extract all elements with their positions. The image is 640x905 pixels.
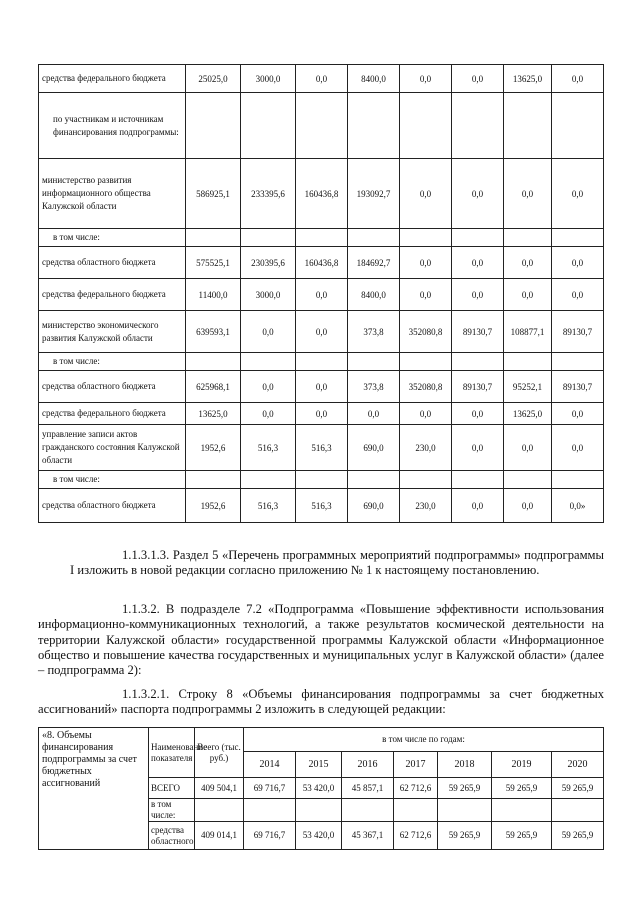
value-cell: 0,0	[452, 65, 504, 93]
value-cell: 160436,8	[296, 159, 348, 229]
table-row	[39, 489, 604, 523]
value-cell: 516,3	[241, 489, 296, 523]
value-cell	[504, 229, 552, 247]
value-cell: 0,0	[452, 425, 504, 471]
value-cell: 0,0	[452, 403, 504, 425]
value-cell: 53 420,0	[296, 822, 342, 850]
row-label: ВСЕГО	[149, 778, 195, 799]
value-cell: 89130,7	[552, 371, 604, 403]
value-cell: 0,0	[241, 311, 296, 353]
paragraph-2: 1.1.3.2. В подразделе 7.2 «Подпрограмма «Повышение эффективности использования информационно-коммуникационных технологий, а также результатов космической деятельности на территории Калужской области» государственной программы Калужской области «Информационное общество и повышение качества государственных и муниципальных услуг в Калужской области» (далее – подпрограмма 2):	[38, 602, 604, 678]
value-cell: 0,0	[452, 279, 504, 311]
value-cell: 0,0	[296, 403, 348, 425]
value-cell	[552, 471, 604, 489]
table-row	[39, 247, 604, 279]
value-cell: 0,0	[452, 159, 504, 229]
row-label: средства федерального бюджета	[39, 65, 186, 93]
value-cell	[552, 353, 604, 371]
value-cell	[452, 353, 504, 371]
value-cell	[241, 93, 296, 159]
value-cell	[244, 799, 296, 822]
value-cell: 95252,1	[504, 371, 552, 403]
value-cell: 233395,6	[241, 159, 296, 229]
financing-table	[38, 64, 604, 523]
value-cell	[186, 353, 241, 371]
value-cell: 62 712,6	[394, 822, 438, 850]
table-row	[39, 371, 604, 403]
value-cell: 0,0	[504, 159, 552, 229]
value-cell	[400, 471, 452, 489]
value-cell: 13625,0	[186, 403, 241, 425]
value-cell: 45 367,1	[342, 822, 394, 850]
value-cell: 0,0	[452, 489, 504, 523]
value-cell: 0,0	[552, 403, 604, 425]
passport-table	[38, 727, 604, 850]
header-total: Всего (тыс. руб.)	[195, 728, 244, 778]
value-cell: 0,0	[552, 279, 604, 311]
value-cell: 0,0	[504, 247, 552, 279]
value-cell: 69 716,7	[244, 778, 296, 799]
value-cell: 575525,1	[186, 247, 241, 279]
table-row	[39, 425, 604, 471]
value-cell	[552, 799, 604, 822]
value-cell: 230,0	[400, 489, 452, 523]
value-cell: 0,0	[296, 65, 348, 93]
value-cell: 0,0	[400, 403, 452, 425]
value-cell: 1952,6	[186, 489, 241, 523]
value-cell: 625968,1	[186, 371, 241, 403]
table-row	[39, 229, 604, 247]
financing-label-cell: «8. Объемы финансирования подпрограммы за счет бюджетных ассигнований	[39, 728, 149, 850]
value-cell	[400, 229, 452, 247]
value-cell: 0,0	[296, 371, 348, 403]
value-cell: 0,0	[400, 247, 452, 279]
value-cell	[348, 229, 400, 247]
value-cell	[552, 229, 604, 247]
value-cell	[452, 93, 504, 159]
header-name: Наименование показателя	[149, 728, 195, 778]
value-cell	[241, 229, 296, 247]
value-cell	[504, 353, 552, 371]
value-cell: 89130,7	[452, 371, 504, 403]
value-cell: 373,8	[348, 311, 400, 353]
total-cell: 409 014,1	[195, 822, 244, 850]
value-cell	[452, 471, 504, 489]
row-label: в том числе:	[149, 799, 195, 822]
value-cell	[296, 799, 342, 822]
value-cell: 3000,0	[241, 65, 296, 93]
value-cell: 0,0»	[552, 489, 604, 523]
row-label: в том числе:	[39, 471, 186, 489]
value-cell	[438, 799, 492, 822]
paragraph-1: 1.1.3.1.3. Раздел 5 «Перечень программных мероприятий подпрограммы» подпрограммы I изложить в новой редакции согласно приложению № 1 к настоящему постановлению.	[70, 548, 604, 578]
table-row	[39, 403, 604, 425]
value-cell: 0,0	[241, 371, 296, 403]
value-cell: 45 857,1	[342, 778, 394, 799]
value-cell: 193092,7	[348, 159, 400, 229]
table-row	[39, 65, 604, 93]
table-row	[39, 353, 604, 371]
value-cell: 13625,0	[504, 403, 552, 425]
value-cell: 0,0	[552, 425, 604, 471]
year-header: 2015	[296, 752, 342, 778]
value-cell: 352080,8	[400, 311, 452, 353]
table-row	[39, 311, 604, 353]
value-cell: 516,3	[241, 425, 296, 471]
value-cell: 586925,1	[186, 159, 241, 229]
value-cell: 184692,7	[348, 247, 400, 279]
value-cell	[296, 353, 348, 371]
value-cell: 0,0	[296, 311, 348, 353]
value-cell	[552, 93, 604, 159]
value-cell	[296, 93, 348, 159]
row-label: министерство экономического развития Калужской области	[39, 311, 186, 353]
value-cell	[394, 799, 438, 822]
year-header: 2017	[394, 752, 438, 778]
value-cell	[186, 471, 241, 489]
value-cell: 3000,0	[241, 279, 296, 311]
value-cell	[348, 353, 400, 371]
value-cell: 0,0	[504, 425, 552, 471]
year-header: 2016	[342, 752, 394, 778]
value-cell: 0,0	[452, 247, 504, 279]
value-cell: 8400,0	[348, 65, 400, 93]
value-cell: 230,0	[400, 425, 452, 471]
value-cell	[186, 229, 241, 247]
row-label: средства областного	[149, 822, 195, 850]
value-cell	[241, 353, 296, 371]
row-label: средства областного бюджета	[39, 247, 186, 279]
total-cell: 409 504,1	[195, 778, 244, 799]
value-cell: 639593,1	[186, 311, 241, 353]
value-cell	[492, 799, 552, 822]
value-cell	[296, 229, 348, 247]
value-cell: 516,3	[296, 425, 348, 471]
total-cell	[195, 799, 244, 822]
table-row	[39, 93, 604, 159]
value-cell: 69 716,7	[244, 822, 296, 850]
row-label: управление записи актов гражданского состояния Калужской области	[39, 425, 186, 471]
value-cell: 53 420,0	[296, 778, 342, 799]
value-cell: 1952,6	[186, 425, 241, 471]
value-cell	[452, 229, 504, 247]
value-cell: 0,0	[296, 279, 348, 311]
year-header: 2014	[244, 752, 296, 778]
value-cell: 25025,0	[186, 65, 241, 93]
value-cell: 13625,0	[504, 65, 552, 93]
row-label: в том числе:	[39, 353, 186, 371]
value-cell: 8400,0	[348, 279, 400, 311]
value-cell	[342, 799, 394, 822]
value-cell: 373,8	[348, 371, 400, 403]
value-cell	[504, 93, 552, 159]
row-label: средства федерального бюджета	[39, 403, 186, 425]
value-cell: 108877,1	[504, 311, 552, 353]
value-cell: 62 712,6	[394, 778, 438, 799]
value-cell: 59 265,9	[552, 822, 604, 850]
paragraph-3: 1.1.3.2.1. Строку 8 «Объемы финансирования подпрограммы за счет бюджетных ассигнований» паспорта подпрограммы 2 изложить в следующей редакции:	[38, 687, 604, 717]
year-header: 2019	[492, 752, 552, 778]
value-cell	[348, 93, 400, 159]
value-cell: 230395,6	[241, 247, 296, 279]
value-cell: 59 265,9	[492, 778, 552, 799]
value-cell: 0,0	[504, 489, 552, 523]
header-years-caption: в том числе по годам:	[244, 728, 604, 752]
value-cell: 0,0	[241, 403, 296, 425]
value-cell: 0,0	[400, 279, 452, 311]
row-label: средства федерального бюджета	[39, 279, 186, 311]
year-header: 2018	[438, 752, 492, 778]
value-cell	[400, 353, 452, 371]
value-cell: 59 265,9	[438, 822, 492, 850]
value-cell: 89130,7	[452, 311, 504, 353]
value-cell	[348, 471, 400, 489]
value-cell: 11400,0	[186, 279, 241, 311]
row-label: средства областного бюджета	[39, 371, 186, 403]
row-label: министерство развития информационного общества Калужской области	[39, 159, 186, 229]
value-cell: 0,0	[552, 65, 604, 93]
value-cell: 59 265,9	[438, 778, 492, 799]
year-header: 2020	[552, 752, 604, 778]
value-cell: 59 265,9	[552, 778, 604, 799]
value-cell	[186, 93, 241, 159]
value-cell: 160436,8	[296, 247, 348, 279]
value-cell: 0,0	[504, 279, 552, 311]
value-cell	[400, 93, 452, 159]
table-row	[39, 159, 604, 229]
value-cell: 352080,8	[400, 371, 452, 403]
row-label: по участникам и источникам финансирования подпрограммы:	[39, 93, 186, 159]
value-cell	[241, 471, 296, 489]
value-cell: 59 265,9	[492, 822, 552, 850]
row-label: в том числе:	[39, 229, 186, 247]
row-label: средства областного бюджета	[39, 489, 186, 523]
value-cell: 690,0	[348, 425, 400, 471]
value-cell: 0,0	[400, 65, 452, 93]
value-cell: 0,0	[552, 159, 604, 229]
value-cell: 89130,7	[552, 311, 604, 353]
value-cell: 0,0	[400, 159, 452, 229]
table-row	[39, 279, 604, 311]
value-cell	[504, 471, 552, 489]
value-cell: 0,0	[552, 247, 604, 279]
value-cell: 0,0	[348, 403, 400, 425]
table-row	[39, 471, 604, 489]
value-cell: 690,0	[348, 489, 400, 523]
value-cell: 516,3	[296, 489, 348, 523]
value-cell	[296, 471, 348, 489]
